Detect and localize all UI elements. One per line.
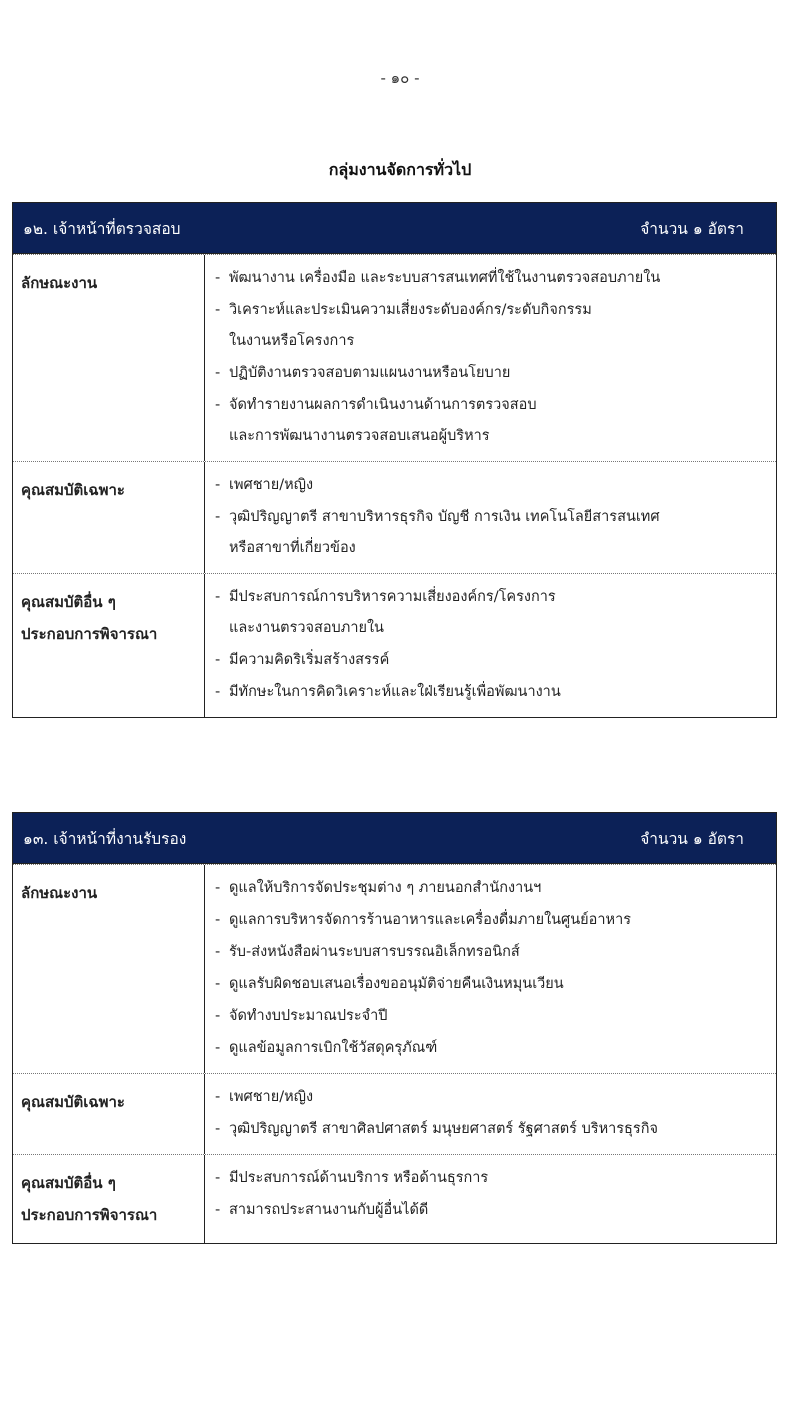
- list-item: [215, 645, 768, 677]
- job-table-auditor: [12, 202, 777, 718]
- list-item-text: และงานตรวจสอบภายใน: [229, 620, 384, 636]
- list-item-text: และการพัฒนางานตรวจสอบเสนอผู้บริหาร: [229, 428, 490, 444]
- section-other-qualifications: [13, 1154, 776, 1243]
- bullet-dash: -: [215, 1170, 221, 1186]
- list-item: [215, 1001, 768, 1033]
- bullet-dash: -: [215, 652, 221, 668]
- list-item: [215, 1033, 768, 1065]
- list-item: [215, 937, 768, 969]
- list-item: [215, 1114, 768, 1146]
- bullet-dash: -: [215, 365, 221, 381]
- list-item: [215, 390, 768, 453]
- job-count: จำนวน ๑ อัตรา: [640, 829, 744, 848]
- list-item: [215, 1163, 768, 1195]
- job-header: [13, 203, 776, 254]
- job-count: จำนวน ๑ อัตรา: [640, 219, 744, 238]
- section-label-line: ประกอบการพิจารณา: [21, 1206, 158, 1224]
- bullet-dash: -: [215, 1089, 221, 1105]
- list-item-text: มีประสบการณ์การบริหารความเสี่ยงองค์กร/โครงการ: [229, 589, 556, 605]
- list-item-text: ในงานหรือโครงการ: [229, 333, 355, 349]
- list-item: [215, 358, 768, 390]
- bullet-dash: -: [215, 302, 221, 318]
- section-label-line: คุณสมบัติอื่น ๆ: [21, 593, 116, 611]
- section-label: ลักษณะงาน: [13, 865, 205, 1073]
- section-label-line: ประกอบการพิจารณา: [21, 625, 158, 643]
- section-label: [13, 1155, 205, 1243]
- list-item-text: หรือสาขาที่เกี่ยวข้อง: [229, 540, 356, 556]
- list-item-text: จัดทำงบประมาณประจำปี: [229, 1008, 388, 1024]
- bullet-dash: -: [215, 1008, 221, 1024]
- page-number: - ๑๐ -: [380, 69, 420, 87]
- section-other-qualifications: [13, 573, 776, 717]
- bullet-dash: -: [215, 270, 221, 286]
- section-body: [205, 574, 776, 717]
- list-item-text: ดูแลการบริหารจัดการร้านอาหารและเครื่องดื่มภายในศูนย์อาหาร: [229, 912, 632, 928]
- bullet-dash: -: [215, 880, 221, 896]
- section-label: ลักษณะงาน: [13, 255, 205, 461]
- list-item-text: มีทักษะในการคิดวิเคราะห์และใฝ่เรียนรู้เพื่อพัฒนางาน: [229, 684, 561, 700]
- list-item-text: ดูแลข้อมูลการเบิกใช้วัสดุครุภัณฑ์: [229, 1040, 438, 1056]
- list-item-text: พัฒนางาน เครื่องมือ และระบบสารสนเทศที่ใช้ในงานตรวจสอบภายใน: [229, 270, 661, 286]
- list-item: [215, 1195, 768, 1227]
- section-body: [205, 1155, 776, 1243]
- list-item-text: จัดทำรายงานผลการดำเนินงานด้านการตรวจสอบ: [229, 397, 537, 413]
- section-job-description: [13, 864, 776, 1073]
- list-item: [215, 677, 768, 709]
- bullet-dash: -: [215, 589, 221, 605]
- list-item-text: วิเคราะห์และประเมินความเสี่ยงระดับองค์กร/ระดับกิจกรรม: [229, 302, 592, 318]
- list-item: [215, 582, 768, 645]
- list-item: [215, 873, 768, 905]
- section-body: [205, 462, 776, 573]
- section-job-description: [13, 254, 776, 461]
- list-item-text: ดูแลให้บริการจัดประชุมต่าง ๆ ภายนอกสำนักงานฯ: [229, 880, 542, 896]
- section-label: คุณสมบัติเฉพาะ: [13, 1074, 205, 1154]
- bullet-dash: -: [215, 976, 221, 992]
- list-item: [215, 263, 768, 295]
- bullet-dash: -: [215, 684, 221, 700]
- list-item: [215, 295, 768, 358]
- bullet-dash: -: [215, 397, 221, 413]
- bullet-dash: -: [215, 477, 221, 493]
- section-body: [205, 255, 776, 461]
- list-item-text: วุฒิปริญญาตรี สาขาบริหารธุรกิจ บัญชี การเงิน เทคโนโลยีสารสนเทศ: [229, 509, 660, 525]
- job-title: ๑๓. เจ้าหน้าที่งานรับรอง: [23, 829, 187, 848]
- bullet-dash: -: [215, 912, 221, 928]
- list-item: [215, 1082, 768, 1114]
- list-item-text: ปฏิบัติงานตรวจสอบตามแผนงานหรือนโยบาย: [229, 365, 511, 381]
- bullet-dash: -: [215, 1121, 221, 1137]
- section-label-line: คุณสมบัติอื่น ๆ: [21, 1174, 116, 1192]
- list-item: [215, 502, 768, 565]
- list-item-text: ดูแลรับผิดชอบเสนอเรื่องขออนุมัติจ่ายคืนเงินหมุนเวียน: [229, 976, 564, 992]
- section-label: คุณสมบัติเฉพาะ: [13, 462, 205, 573]
- section-body: [205, 1074, 776, 1154]
- section-specific-qualifications: [13, 1073, 776, 1154]
- job-table-reception: [12, 812, 777, 1244]
- list-item-text: เพศชาย/หญิง: [229, 1089, 314, 1105]
- section-specific-qualifications: [13, 461, 776, 573]
- list-item-text: วุฒิปริญญาตรี สาขาศิลปศาสตร์ มนุษยศาสตร์ รัฐศาสตร์ บริหารธุรกิจ: [229, 1121, 658, 1137]
- list-item-text: เพศชาย/หญิง: [229, 477, 314, 493]
- section-label: [13, 574, 205, 717]
- list-item: [215, 470, 768, 502]
- job-header: [13, 813, 776, 864]
- list-item-text: สามารถประสานงานกับผู้อื่นได้ดี: [229, 1202, 429, 1218]
- list-item-text: มีความคิดริเริ่มสร้างสรรค์: [229, 652, 390, 668]
- list-item: [215, 969, 768, 1001]
- list-item-text: มีประสบการณ์ด้านบริการ หรือด้านธุรการ: [229, 1170, 489, 1186]
- section-body: [205, 865, 776, 1073]
- list-item-text: รับ-ส่งหนังสือผ่านระบบสารบรรณอิเล็กทรอนิกส์: [229, 944, 520, 960]
- bullet-dash: -: [215, 944, 221, 960]
- bullet-dash: -: [215, 1202, 221, 1218]
- job-title: ๑๒. เจ้าหน้าที่ตรวจสอบ: [23, 219, 181, 238]
- list-item: [215, 905, 768, 937]
- bullet-dash: -: [215, 509, 221, 525]
- bullet-dash: -: [215, 1040, 221, 1056]
- group-title: กลุ่มงานจัดการทั่วไป: [328, 160, 472, 179]
